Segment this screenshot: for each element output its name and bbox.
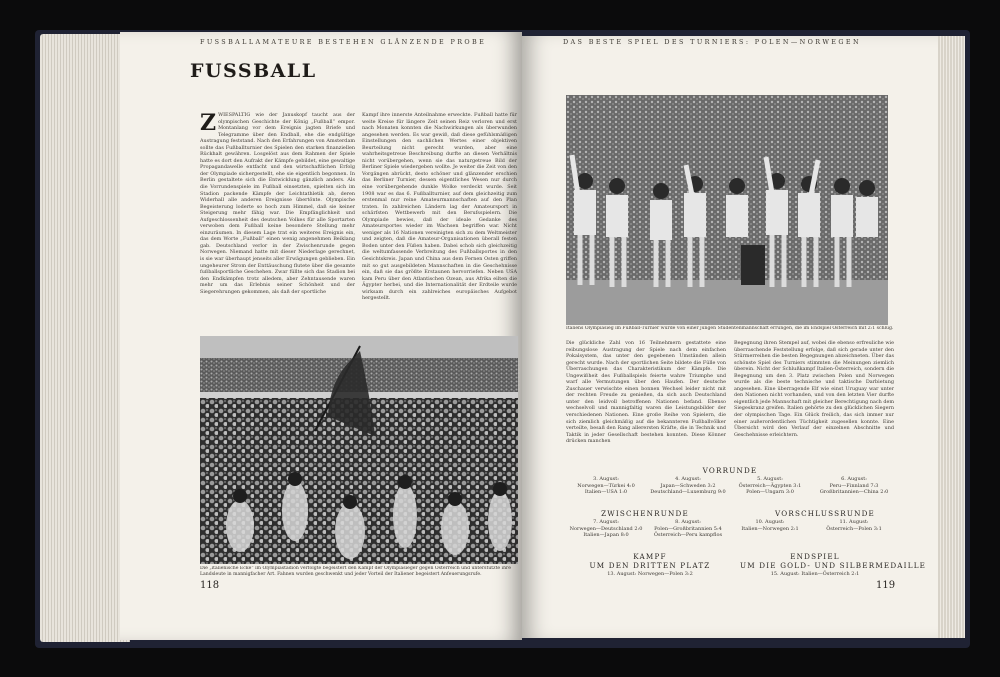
left-col2-text: Kampf ihre innerste Anteilnahme erweckte. Fußball hatte für weite Kreise für längere Zeit seinen Reiz verloren und erst nach Monaten konnten die Nachwirkungen als überwunden angesehen werden. Es war gewiß, daß diese gefühlsmäßigen Einstellungen den sachlichen Wertes einer objektiven Beurteilung nicht gerecht wurden, aber eine wahrheitsgetreue Beschreibung durfte an diesen Verhältnis nicht vorübergehen, wenn sie das naturgetreue Bild der Berliner Spiele wiedergeben wollte. Je weiter die Zeit von den Vorgängen abrückt, desto schöner und glänzender erschien das Berliner Turnier, dessen eigentliches Wesen nur durch eine vorübergehende dunkle Wolke verdeckt wurde. Seit 1908 war es das 6. Fußballturnier, auf dem gleichzeitig zum erstenmal nur reine Amateurmannschaften auf den Plan traten. In zahlreichen Ländern lag der Amateursport in schärfsten Wettbewerb mit den Berufsspielern. Die Olympiade bewies, daß der ideale Gedanke des Amateursportes wieder im Wachsen begriffen war. Nicht weniger als 16 Nationen vereinigten sich zu dem Weltmeister und zeigten, daß die Amateur-Organisationen überall festen Boden unter den Füßen haben. Dabei schob sich gleichzeitig die weltumfassende Verbreitung des Fußballsportes in den Gesichtskreis. Japan und China aus dem Fernen Osten griffen mit so gut ausgebildeten Mannschaften in die Geschehnisse ein, daß sie das größte Erstaunen hervorriefen. Neben USA kam Peru über den Atlantischen Ozean, aus Afrika eilten die Ägypter herbei, und die Internationalität der Erdteile wurde wirksam durch ein zahlreiches europäisches Aufgebot hergestellt.	[362, 112, 517, 302]
page-stack-right	[935, 36, 965, 638]
crowd-photo-image	[200, 336, 518, 564]
endspiel-subheading: UM DIE GOLD- UND SILBERMEDAILLE	[740, 561, 927, 570]
vorrunde-day-2: 4. August: Japan—Schweden 3:2 Deutschland—Luxemburg 9:0	[650, 476, 726, 496]
left-text-column-1	[200, 112, 355, 332]
vorschlussrunde-day-2: 11. August: Österreich—Polen 3:1	[826, 519, 882, 532]
drop-cap: Z	[200, 112, 217, 136]
crowd-photo	[200, 336, 518, 564]
endspiel-heading: ENDSPIEL	[790, 552, 840, 561]
left-text-column-2	[362, 112, 517, 332]
endspiel-result: 15. August: Italien—Österreich 2:1	[770, 571, 860, 577]
left-col1-text: WIESPÄLTIG wie der Januskopf taucht aus der olympischen Geschichte der König „Fußball“ empor. Montanlang vor dem Ereignis jagten Briefe und Telegramme über den Endball, ehe die endgültige Austragung feststand. Nach den Erfahrungen von Amsterdam sollte das Fußballturnier des Spielen den starken finanziellen Rückhalt gewähren. Losgelöst aus dem Rahmen der Spiele hatte es dort den Aufrakt der Kämpfe gebildet, eine gewaltige Propagandawelle entfacht und den wirtschaftlichen Erfolg der Olympiade sichergestellt, ehe sie eigentlich begonnen. In Berlin gestaltete sich die Entwicklung gänzlich anders. Als die Vorrundenspiele im Fußball einsetzten, spielten sich im Stadion packende Kämpfe der Leichtathletik ab, deren Widerhall alle anderen Ereignisse übertönte. Olympische Begeisterung loderte so hoch zum Himmel, daß sie keiner Steigerung mehr fähig war. Die Empfänglichkeit und Aufgeschlossenheit des deutschen Volkes für alle Sportarten verwoben dem Fußball keine besondere Stellung mehr einzuräumen. In diesem Lage trat ein weiteres Ereignis ein, das dem Worte „Fußball“ einen wenig angenehmen Beiklang gab. Deutschland verlor in der Zwischenrunde gegen Norwegen. Niemand hatte mit dieser Niederlage gerechnet, is sie war überhaupt jenseits aller Erwägungen geblieben. Ein ungeheurer Strom der Enttäuschung flutete über die gesamte fußballsportliche Geschehen. Zwar füllte sich das Stadion bei den Endkämpfen trotz alledem, aber Zehntausende waren mehr um das Erlebnis seiner Schönheit und der Siegerehrungen gekommen, als daß der sportliche	[200, 112, 355, 295]
vorschlussrunde-day-1: 10. August: Italien—Norwegen 2:1	[741, 519, 799, 532]
kampf-subheading: UM DEN DRITTEN PLATZ	[589, 561, 711, 570]
vorrunde-heading: VORRUNDE	[702, 466, 758, 475]
kampf-heading: KAMPF	[633, 552, 667, 561]
team-photo	[566, 95, 888, 325]
right-text-column-1	[566, 340, 726, 462]
right-col1-text: Die glückliche Zahl von 16 Teilnehmern gestattete eine reibungslose Austragung der Spiele nach dem einfachen Pokalsystem, das unter den gegebenen Umständen allein gerecht wurde. Nach der sportlichen Seite bildete die Fülle von Überraschungen das Charakteristikum der Kämpfe. Die Ungewißheit des Fußballspiels feierte wahre Triumphe und warf alle Vermutungen über den Haufen. Der deutsche Zuschauer verwischte einen bonnen Wechsel leider nicht mit der rechten Freude zu genießen, da sich auch Deutschland unter den leidvoll betroffenen Nationen befand. Ebenso wechselvoll und mannigfaltig waren die Leistungsbilder der verschiedenen Nationen. Eine große Reihe von Spielern, die sich ziemlich gleichmäßig auf die bekannteren Fußballvölker verteilte, besaß den Rang allerersten Kräfte, die in Technik und Taktik in jeder Gesellschaft bestehen konnten. Diese Könner drücken manchen	[566, 340, 726, 445]
vorrunde-day-4: 6. August: Peru—Finnland 7:3 Großbritannien—China 2:0	[819, 476, 889, 496]
left-running-head: FUSSBALLAMATEURE BESTEHEN GLÄNZENDE PROBE	[200, 38, 487, 46]
left-page-number: 118	[200, 580, 220, 591]
left-photo-caption: Die „italienische Ecke“ im Olympiastadion verfolgte begeistert den Kampf der Olympiasieger gegen Österreich und unterstützte ihre Landsleute in mannigfacher Art. Fahnen wurden geschwenkt und jeder Vorteil der Italiener begeistert Anfeuerungsrufe.	[200, 566, 511, 577]
vorrunde-day-1: 3. August: Norwegen—Türkei 4:0 Italien—USA 1:0	[577, 476, 635, 496]
right-running-head: DAS BESTE SPIEL DES TURNIERS: POLEN—NORWEGEN	[563, 38, 861, 46]
vorschlussrunde-heading: VORSCHLUSSRUNDE	[775, 509, 875, 518]
zwischenrunde-heading: ZWISCHENRUNDE	[601, 509, 689, 518]
page-stack-left	[40, 34, 130, 642]
right-col2-text: Begegnung ihren Stempel auf, wobei die ebenso erfreuliche wie überraschende Feststellung erfolge, daß sich gerade unter den Stürmerreihen die besten Begegnungen abzeichneten. Über das schönste Spiel des Turniers stimmten die Meinungen ziemlich überein. Nicht der Schlußkampf Italien-Österreich, sondern die Begegnung um den 3. Platz zwischen Polen und Norwegen wurde als die beste technische und taktische Darbietung angesehen. Eine überragende Elf wie einst Uruguay war unter den Nationen nicht vorhanden, und von den letzten Vier durfte eigentlich jede Mannschaft mit gleicher Berechtigung nach dem Siegeskranz greifen. Italien gehörte zu den glücklichen Siegern der olympischen Tage. Ein Glück freilich, das sich immer nur einer außerordentlichen Tüchtigkeit zugesellen konnte. Eine Übersicht wird den Verlauf der einzelnen Abschnitte und Geschehnisse erleichtern.	[734, 340, 894, 438]
vorrunde-day-3: 5. August: Österreich—Ägypten 3:1 Polen—Ungarn 3:0	[738, 476, 802, 496]
article-title: FUSSBALL	[190, 60, 317, 82]
zwischenrunde-day-2: 8. August: Polen—Großbritannien 5:4 Österreich—Peru kampflos	[653, 519, 723, 539]
zwischenrunde-day-1: 7. August: Norwegen—Deutschland 2:0 Italien—Japan 8:0	[569, 519, 643, 539]
team-photo-image	[566, 95, 888, 325]
right-photo-caption: Italiens Olympiasieg im Fußball-Turnier wurde von einer jungen Studentenmannschaft errungen, die im Endspiel Österreich mit 2:1 schlug.	[566, 326, 894, 331]
right-text-column-2	[734, 340, 894, 462]
right-page-number: 119	[876, 580, 896, 591]
kampf-result: 13. August: Norwegen—Polen 3:2	[607, 571, 693, 577]
